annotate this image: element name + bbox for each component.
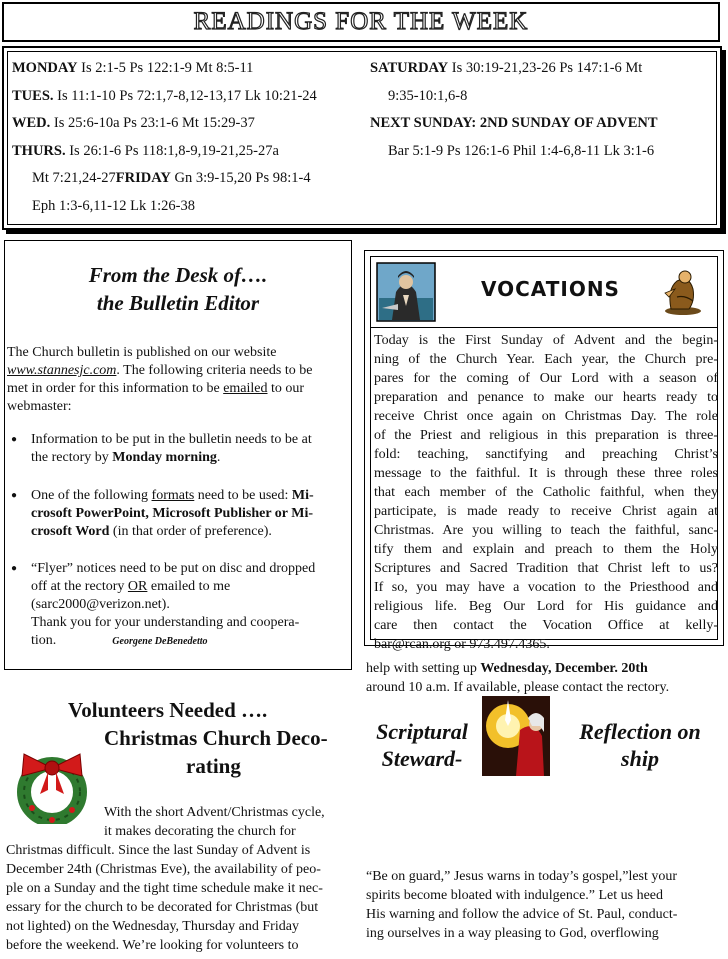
vocations-line: tify them and explain and preach to them the Holy [374,542,718,557]
reading-next-sunday: NEXT SUNDAY: 2ND SUNDAY OF ADVENT [370,115,658,131]
bullet-icon: ● [11,434,18,445]
volunteers-body-8: before the weekend. We’re looking for volunteers to [6,938,299,953]
reading-next-sunday-refs: Bar 5:1-9 Ps 126:1-6 Phil 1:4-6,8-11 Lk 3:1-6 [388,143,655,159]
vocations-line: ning of the Church Year. Each year, the Church pre- [374,352,718,367]
vocations-title: VOCATIONS [481,277,620,301]
christmas-wreath-icon [4,748,100,824]
vocations-line: If so, you may have a vocation to the Priesthood and [374,580,718,595]
editor-box [4,240,352,670]
reading-wednesday: WED. Is 25:6-10a Ps 23:1-6 Mt 15:29-37 [12,115,255,131]
vocations-line: preparation and penance to make our hearts ready to [374,390,718,405]
stewardship-heading-left: Scriptural Steward- [376,719,468,771]
vocations-line: religious life. Beg Our Lord for His guidance and [374,599,718,614]
reading-saturday: SATURDAY Is 30:19-21,23-26 Ps 147:1-6 Mt [370,60,643,76]
reading-friday: Mt 7:21,24-27FRIDAY Gn 3:9-15,20 Ps 98:1-4 [32,170,311,186]
vocations-line: fold: teaching, sanctifying and preaching Christ’s [374,447,718,462]
prayer-candle-icon [482,696,550,776]
volunteers-body-6: essary for the church to be decorated for Christmas (but [6,900,319,915]
volunteers-body-1: With the short Advent/Christmas cycle, [104,805,325,820]
bullet-icon: ● [11,490,18,501]
vocations-line: that each member of the Catholic faithful, when they [374,485,718,500]
stewardship-body-3: His warning and follow the advice of St. Paul, conduct- [366,907,678,922]
bullet-icon: ● [11,563,18,574]
praying-priest-icon [376,262,436,322]
volunteers-body-2: it makes decorating the church for [104,824,296,839]
vocations-line: of the Priest and religious in this preparation is three- [374,428,718,443]
vocations-line: participate, is made ready to receive Christ again at [374,504,718,519]
reading-saturday-cont: 9:35-10:1,6-8 [388,88,468,104]
vocations-line: care then contact the Vocation Office at kelly- [374,618,718,633]
vocations-line: bar@rcan.org or 973.497.4365. [374,637,550,652]
readings-header-title: READINGS FOR THE WEEK [193,8,529,35]
volunteers-title-2: Christmas Church Deco- [104,726,328,750]
editor-bullet-2: One of the following formats need to be used: Mi- crosoft PowerPoint, Microsoft Publisher or Mi- crosoft Word (in that order of preference). [31,488,314,539]
reading-friday-cont: Eph 1:3-6,11-12 Lk 1:26-38 [32,198,195,214]
editor-bullet-1: Information to be put in the bulletin needs to be at the rectory by Monday morning. [31,432,312,465]
kneeling-figure-icon [659,267,703,315]
editor-signature: Georgene DeBenedetto [112,636,208,647]
vocations-line: Christmas. Are you willing to teach the faithful, sanc- [374,523,718,538]
stewardship-body-2: spirits become bloated with indulgence.” Let us heed [366,888,664,903]
vocations-line: Scriptures and Sacred Tradition that Christ left to us? [374,561,718,576]
editor-intro: The Church bulletin is published on our website www.stannesjc.com. The following criteria needs to be met in order for this information to be emailed to our webmaster: [7,345,313,414]
vocations-line: receive Christ once again on Christmas Day. The role [374,409,718,424]
vocations-line: pares for the coming of Our Lord with a season of [374,371,718,386]
website-link[interactable]: www.stannesjc.com [7,363,117,378]
help-line-2: around 10 a.m. If available, please contact the rectory. [366,680,670,695]
editor-email[interactable]: (sarc2000@verizon.net). [31,597,170,612]
volunteers-title-3: rating [186,754,241,778]
reading-thursday: THURS. Is 26:1-6 Ps 118:1,8-9,19-21,25-27a [12,143,279,159]
vocations-line: Today is the First Sunday of Advent and the begin- [374,333,718,348]
vocations-body [374,331,718,654]
volunteers-body-5: ple on a Sunday and the tight time schedule make it nec- [6,881,323,896]
readings-box [2,46,722,230]
reading-monday: MONDAY Is 2:1-5 Ps 122:1-9 Mt 8:5-11 [12,60,254,76]
editor-title: From the Desk of…. the Bulletin Editor [88,263,268,315]
vocations-box [364,250,724,652]
editor-bullet-3: “Flyer” notices need to be put on disc and dropped off at the rectory OR emailed to me (sarc2000@verizon.net). Thank you for your understanding and coopera- tion. Georgene DeBenedetto [31,560,349,651]
stewardship-body-1: “Be on guard,” Jesus warns in today’s gospel,”lest your [366,869,678,884]
volunteers-body-4: December 24th (Christmas Eve), the availability of peo- [6,862,321,877]
volunteers-body-3: Christmas difficult. Since the last Sunday of Advent is [6,843,311,858]
volunteers-title: Volunteers Needed …. [68,698,268,722]
volunteers-body-7: not lighted) on the Wednesday, Thursday and Friday [6,919,299,934]
vocations-line: message to the faithful. It is through these three roles [374,466,718,481]
stewardship-heading-right: Reflection on ship [579,719,701,771]
readings-header [2,2,720,42]
help-line-1: help with setting up Wednesday, December. 20th [366,661,648,676]
stewardship-body-4: ing ourselves in a way pleasing to God, overflowing [366,926,659,941]
reading-tuesday: TUES. Is 11:1-10 Ps 72:1,7-8,12-13,17 Lk 10:21-24 [12,88,317,104]
